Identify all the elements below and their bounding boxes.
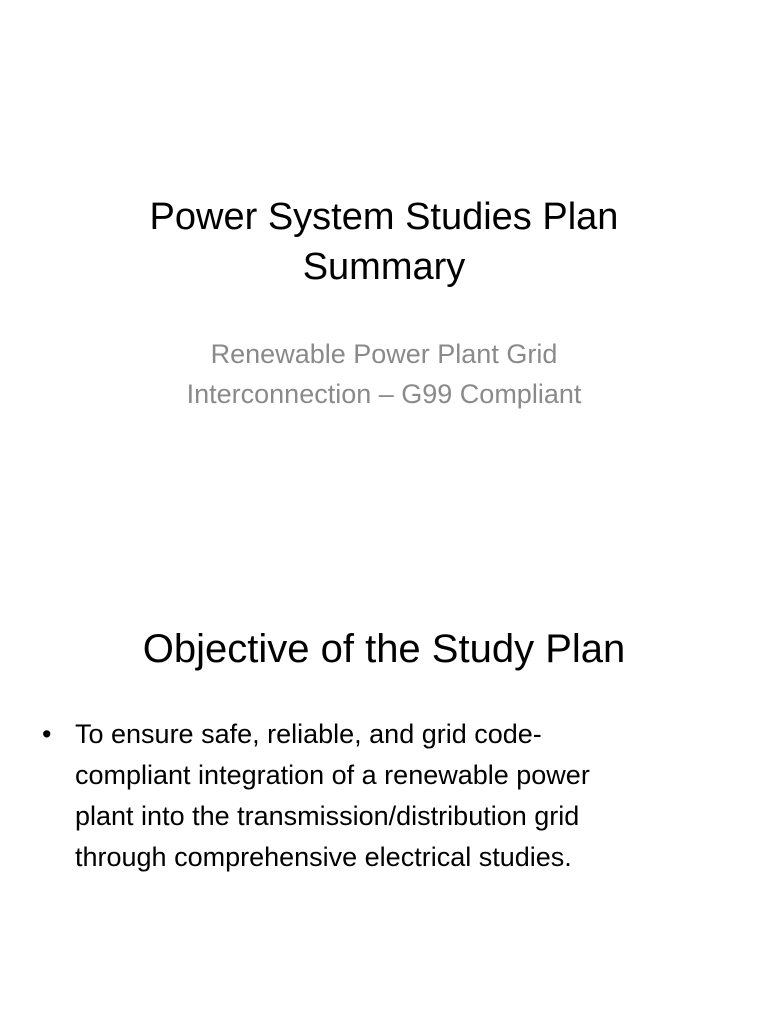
slide-objective xyxy=(0,512,768,1024)
slide-subtitle xyxy=(60,334,708,414)
bullet-list xyxy=(36,714,716,878)
bullet-marker: • xyxy=(42,719,52,749)
list-item xyxy=(36,714,716,878)
slide-title-heading xyxy=(60,192,708,292)
subtitle-line-1: Renewable Power Plant Grid xyxy=(210,339,558,369)
bullet-line-2: compliant integration of a renewable power xyxy=(75,760,590,790)
title-line-2: Summary xyxy=(302,246,466,288)
objective-heading: Objective of the Study Plan xyxy=(142,627,626,671)
bullet-line-3: plant into the transmission/distribution grid xyxy=(75,801,580,831)
bullet-line-4: through comprehensive electrical studies. xyxy=(75,842,572,872)
title-line-1: Power System Studies Plan xyxy=(149,196,619,238)
subtitle-line-2: Interconnection – G99 Compliant xyxy=(186,379,582,409)
bullet-line-1: To ensure safe, reliable, and grid code- xyxy=(75,719,542,749)
